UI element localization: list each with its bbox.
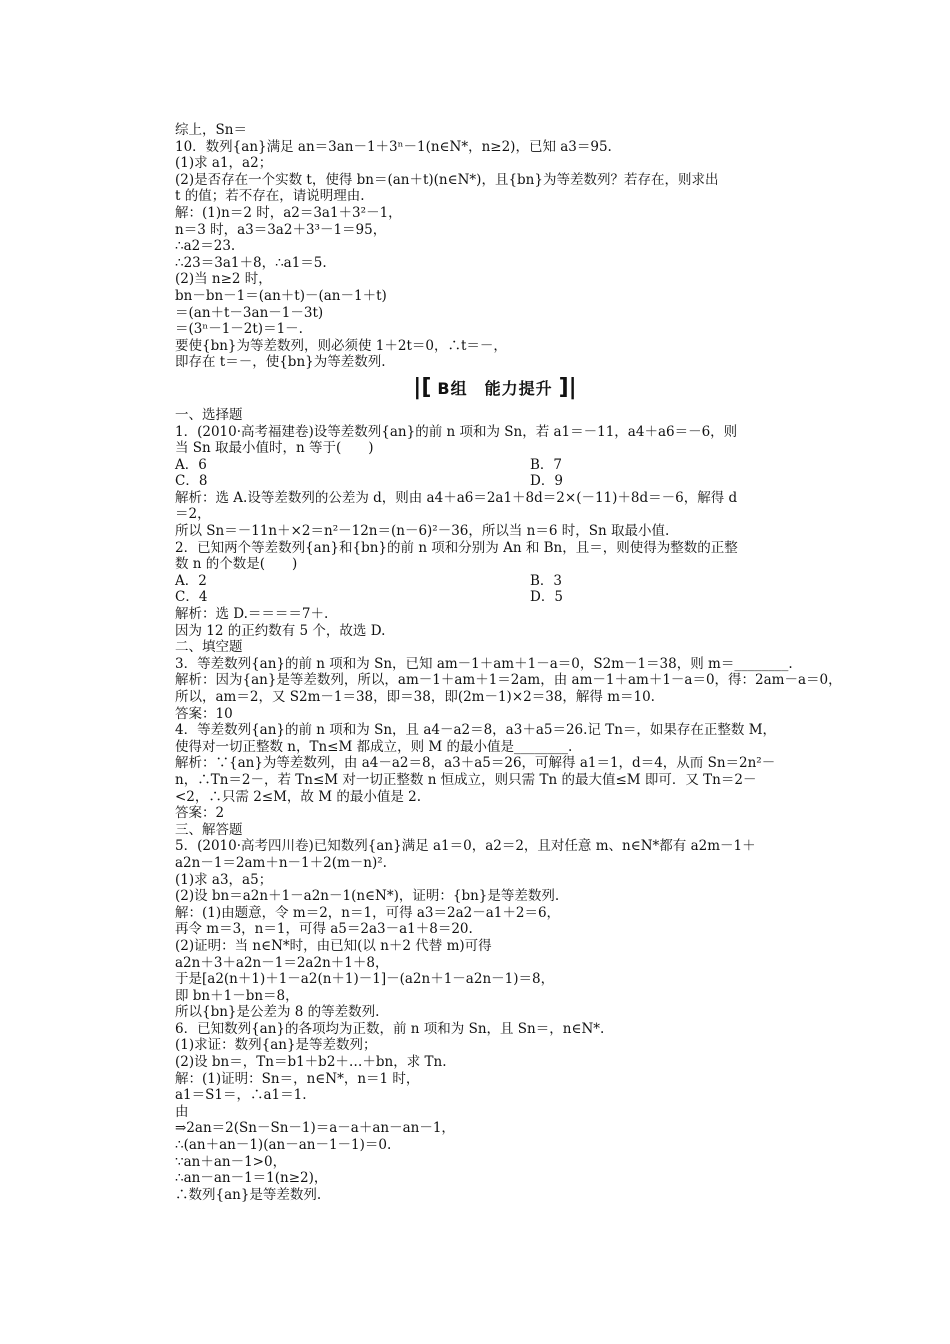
text-line: ＝2，	[175, 506, 211, 523]
text-line: a1＝S1＝，∴a1＝1.	[175, 1087, 307, 1104]
text-line: 1．(2010·高考福建卷)设等差数列{an}的前 n 项和为 Sn，若 a1＝－11，a4＋a6＝－6，则	[175, 423, 738, 440]
text-line: 一、选择题	[175, 406, 243, 423]
text-line: 于是[a2(n＋1)＋1－a2(n＋1)－1]－(a2n＋1－a2n－1)＝8，	[175, 971, 555, 988]
choice-option: C．4	[175, 589, 208, 606]
text-line: <2，∴只需 2≤M，故 M 的最小值是 2.	[175, 788, 421, 805]
choice-questions-header	[175, 407, 815, 457]
text-line: 数 n 的个数是( )	[175, 556, 298, 573]
text-line: (1)求 a3，a5；	[175, 871, 273, 888]
text-line: (2)证明：当 n∈N*时，由已知(以 n＋2 代替 m)可得	[175, 937, 492, 954]
text-line: bn－bn－1＝(an＋t)－(an－1＋t)	[175, 287, 387, 304]
text-line: 解：(1)n＝2 时，a2＝3a1＋3²－1，	[175, 204, 402, 221]
choice-option: D．5	[530, 589, 563, 606]
text-line: ＝(3ⁿ－1－2t)＝1－.	[175, 321, 303, 338]
text-line: (2)设 bn＝，Tn＝b1＋b2＋…＋bn，求 Tn.	[175, 1054, 447, 1071]
solution-q10-section	[175, 122, 815, 371]
text-line: 所以，am＝2，又 S2m－1＝38，即＝38，即(2m－1)×2＝38，解得 m＝10.	[175, 689, 655, 705]
choice-row	[175, 589, 815, 606]
text-line: 所以{bn}是公差为 8 的等差数列.	[175, 1004, 380, 1021]
text-line: n＝3 时，a3＝3a2＋3³－1＝95，	[175, 221, 387, 238]
text-line: 使得对一切正整数 n，Tn≤M 都成立，则 M 的最小值是________.	[175, 738, 573, 755]
text-line: 因为 12 的正约数有 5 个，故选 D.	[175, 622, 386, 639]
text-line: ∴an－an－1＝1(n≥2)，	[175, 1170, 328, 1187]
text-line: 10．数列{an}满足 an＝3an－1＋3ⁿ－1(n∈N*，n≥2)，已知 a3＝95.	[175, 138, 612, 155]
text-line: 5．(2010·高考四川卷)已知数列{an}满足 a1＝0，a2＝2，且对任意 m、n∈N*都有 a2m－1＋	[175, 838, 756, 855]
text-line: ∴数列{an}是等差数列.	[175, 1186, 322, 1203]
choice-option: B．3	[530, 572, 563, 589]
text-line: 3．等差数列{an}的前 n 项和为 Sn，已知 am－1＋am＋1－a＝0，S2m－1＝38，则 m＝________.	[175, 655, 793, 672]
text-line: 2．已知两个等差数列{an}和{bn}的前 n 项和分别为 An 和 Bn，且＝，则使得为整数的正整	[175, 539, 738, 556]
text-line: 二、填空题	[175, 639, 243, 656]
text-line: ∴(an＋an－1)(an－an－1－1)＝0.	[175, 1137, 392, 1154]
remaining-questions-section	[175, 606, 842, 1203]
text-line: 解：(1)证明：Sn＝，n∈N*，n＝1 时，	[175, 1070, 420, 1087]
text-line: 即存在 t＝－，使{bn}为等差数列.	[175, 354, 386, 371]
text-line: 当 Sn 取最小值时，n 等于( )	[175, 440, 374, 457]
text-line: 解：(1)由题意，令 m＝2，n＝1，可得 a3＝2a2－a1＋2＝6，	[175, 904, 561, 921]
banner-right-bracket: ]|	[558, 374, 577, 400]
text-line: 要使{bn}为等差数列，则必须使 1＋2t＝0，∴t＝－，	[175, 337, 507, 354]
choice-row	[175, 573, 815, 590]
text-line: ⇒2an＝2(Sn－Sn－1)＝a－a＋an－an－1，	[175, 1120, 455, 1137]
text-line: ∴23＝3a1＋8，∴a1＝5.	[175, 254, 327, 271]
section-banner-group-b	[175, 373, 815, 403]
text-line: 综上，Sn＝	[175, 122, 247, 138]
text-line: ＝(an＋t－3an－1－3t)	[175, 304, 324, 321]
text-line: 所以 Sn＝－11n＋×2＝n²－12n＝(n－6)²－36，所以当 n＝6 时，Sn 取最小值.	[175, 523, 670, 540]
text-line: (2)当 n≥2 时，	[175, 271, 272, 288]
text-line: (1)求证：数列{an}是等差数列；	[175, 1037, 377, 1054]
text-line: 由	[175, 1103, 189, 1120]
banner-title: B组 能力提升	[437, 379, 553, 399]
text-line: 6．已知数列{an}的各项均为正数，前 n 项和为 Sn，且 Sn＝，n∈N*.	[175, 1020, 605, 1037]
choice-option: C．8	[175, 473, 208, 490]
text-line: 解析：因为{an}是等差数列，所以，am－1＋am＋1＝2am，由 am－1＋am＋1－a＝0，得：2am－a＝0，	[175, 672, 842, 689]
text-line: a2n－1＝2am＋n－1＋2(m－n)².	[175, 854, 387, 871]
choice-option: B．7	[530, 456, 563, 473]
text-line: a2n＋3＋a2n－1＝2a2n＋1＋8，	[175, 954, 389, 971]
text-line: 解析：∵{an}为等差数列，由 a4－a2＝8，a3＋a5＝26，可解得 a1＝1，d＝4，从而 Sn＝2n²－	[175, 755, 776, 772]
q1-solution-q2-question	[175, 490, 815, 573]
document-body	[175, 122, 842, 1203]
text-line: 4．等差数列{an}的前 n 项和为 Sn，且 a4－a2＝8，a3＋a5＝26.记 Tn＝，如果存在正整数 M，	[175, 722, 777, 739]
text-line: 再令 m＝3，n＝1，可得 a5＝2a3－a1＋8＝20.	[175, 921, 473, 938]
q1-choices	[175, 457, 815, 490]
text-line: 三、解答题	[175, 821, 243, 838]
choice-option: A．6	[175, 456, 207, 473]
text-line: 解析：选 A.设等差数列的公差为 d，则由 a4＋a6＝2a1＋8d＝2×(－11)＋8d＝－6，解得 d	[175, 489, 738, 506]
text-line: (1)求 a1，a2；	[175, 155, 273, 172]
text-line: 答案：2	[175, 805, 225, 822]
q2-choices	[175, 573, 815, 606]
text-line: 即 bn＋1－bn＝8，	[175, 987, 299, 1004]
choice-option: D．9	[530, 473, 563, 490]
text-line: n，∴Tn＝2－，若 Tn≤M 对一切正整数 n 恒成立，则只需 Tn 的最大值≤M 即可．又 Tn＝2－	[175, 771, 757, 788]
choice-row	[175, 457, 815, 474]
choice-row	[175, 473, 815, 490]
text-line: (2)是否存在一个实数 t，使得 bn＝(an＋t)(n∈N*)，且{bn}为等差数列？若存在，则求出	[175, 171, 719, 188]
banner-left-bracket: |[	[413, 374, 432, 400]
text-line: (2)设 bn＝a2n＋1－a2n－1(n∈N*)，证明：{bn}是等差数列.	[175, 888, 560, 905]
text-line: 解析：选 D.＝＝＝＝7＋.	[175, 606, 329, 623]
text-line: t 的值；若不存在，请说明理由.	[175, 188, 365, 205]
text-line: ∴a2＝23.	[175, 238, 236, 255]
text-line: 答案：10	[175, 705, 233, 722]
choice-option: A．2	[175, 572, 207, 589]
text-line: ∵an＋an－1>0，	[175, 1153, 287, 1170]
